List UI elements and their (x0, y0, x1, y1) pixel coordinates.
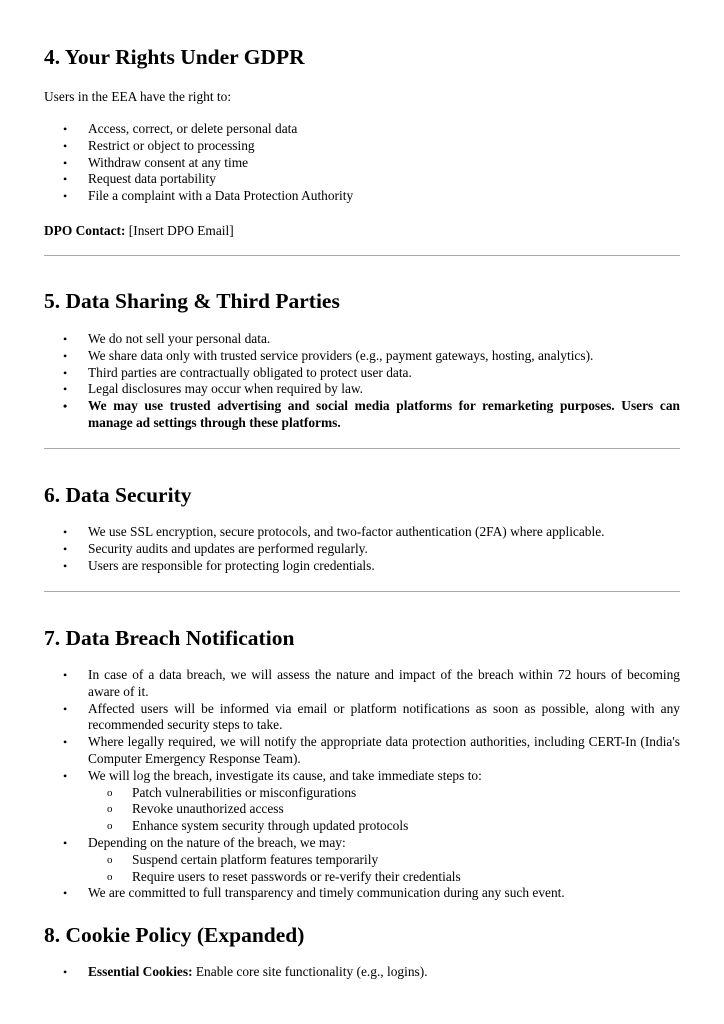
section-divider (44, 448, 680, 449)
list-item: • We will log the breach, investigate its cause, and take immediate steps to: (63, 767, 482, 783)
list-item: • We are committed to full transparency and timely communication during any such event. (63, 885, 565, 901)
list-item: • We use SSL encryption, secure protocols, and two-factor authentication (2FA) where applicable. (63, 524, 605, 539)
bullet-icon: • (63, 735, 68, 750)
bullet-icon: • (63, 332, 68, 346)
list-item: • Affected users will be informed via email or platform notifications as soon as possible, along with any recommended security steps to take. (63, 700, 680, 733)
dpo-contact-value: [Insert DPO Email] (125, 223, 234, 238)
sub-bullet-icon: o (107, 853, 113, 866)
bullet-icon: • (63, 835, 68, 850)
essential-cookies-text: Enable core site functionality (e.g., logins). (192, 964, 428, 979)
sub-bullet-icon: o (107, 803, 113, 816)
sub-bullet-icon: o (107, 870, 113, 883)
list-item: • We may use trusted advertising and social media platforms for remarketing purposes. Users can manage ad settings through these platforms. (63, 398, 680, 430)
list-item: • In case of a data breach, we will assess the nature and impact of the breach within 72 hours of becoming aware of it. (63, 667, 680, 699)
section-5-list (44, 331, 680, 432)
list-item: • We do not sell your personal data. (63, 331, 271, 346)
bullet-icon: • (63, 768, 68, 783)
section-6-heading: 6. Data Security (44, 483, 192, 507)
list-item: • Third parties are contractually obligated to protect user data. (63, 364, 412, 380)
bullet-icon: • (63, 365, 68, 380)
list-item: • Request data portability (63, 171, 216, 187)
section-divider (44, 255, 680, 256)
bullet-icon: • (63, 965, 68, 979)
dpo-contact (44, 222, 680, 239)
section-6-list (44, 524, 680, 574)
list-item: • Security audits and updates are performed regularly. (63, 540, 368, 556)
list-item: • Withdraw consent at any time (63, 154, 249, 170)
section-7-heading: 7. Data Breach Notification (44, 626, 295, 650)
sub-list-item: o Enhance system security through updated protocols (107, 818, 409, 834)
bullet-icon: • (63, 668, 68, 682)
list-item: • File a complaint with a Data Protection Authority (63, 188, 354, 204)
list-item: • Where legally required, we will notify the appropriate data protection authorities, including CERT-In (India's Computer Emergency Response Team). (63, 734, 680, 766)
sub-list-item: o Patch vulnerabilities or misconfigurations (107, 784, 357, 800)
bullet-icon: • (63, 189, 68, 204)
section-8-list (44, 964, 680, 981)
list-item: • Users are responsible for protecting login credentials. (63, 557, 375, 573)
section-5-heading: 5. Data Sharing & Third Parties (44, 289, 340, 313)
sub-list-item: o Suspend certain platform features temporarily (107, 851, 379, 867)
list-item: • Restrict or object to processing (63, 137, 255, 153)
list-item: • Depending on the nature of the breach, we may: (63, 834, 346, 850)
section-divider (44, 591, 680, 592)
bullet-icon: • (63, 525, 68, 539)
bullet-icon: • (63, 541, 68, 556)
section-7-list (44, 667, 680, 902)
essential-cookies-label: Essential Cookies: (88, 964, 193, 979)
bullet-icon: • (63, 172, 68, 187)
bullet-icon: • (63, 886, 68, 901)
bullet-icon: • (63, 399, 68, 414)
section-4-heading: 4. Your Rights Under GDPR (44, 45, 305, 69)
section-4-list (44, 121, 680, 205)
dpo-contact-label: DPO Contact: (44, 223, 126, 238)
list-item (44, 964, 680, 981)
section-4-intro: Users in the EEA have the right to: (44, 89, 232, 104)
bullet-icon: • (63, 382, 68, 397)
list-item: • Legal disclosures may occur when required by law. (63, 381, 364, 397)
sub-bullet-icon: o (107, 820, 113, 833)
sub-list-item: o Revoke unauthorized access (107, 801, 284, 817)
sub-list-item: o Require users to reset passwords or re-verify their credentials (107, 868, 461, 884)
list-item: • Access, correct, or delete personal data (63, 121, 298, 136)
list-item: • We share data only with trusted service providers (e.g., payment gateways, hosting, analytics). (63, 347, 594, 363)
bullet-icon: • (63, 155, 68, 170)
bullet-icon: • (63, 348, 68, 363)
bullet-icon: • (63, 701, 68, 716)
bullet-icon: • (63, 558, 68, 573)
bullet-icon: • (63, 122, 68, 136)
section-8-heading: 8. Cookie Policy (Expanded) (44, 923, 305, 947)
sub-bullet-icon: o (107, 786, 113, 799)
bullet-icon: • (63, 138, 68, 153)
